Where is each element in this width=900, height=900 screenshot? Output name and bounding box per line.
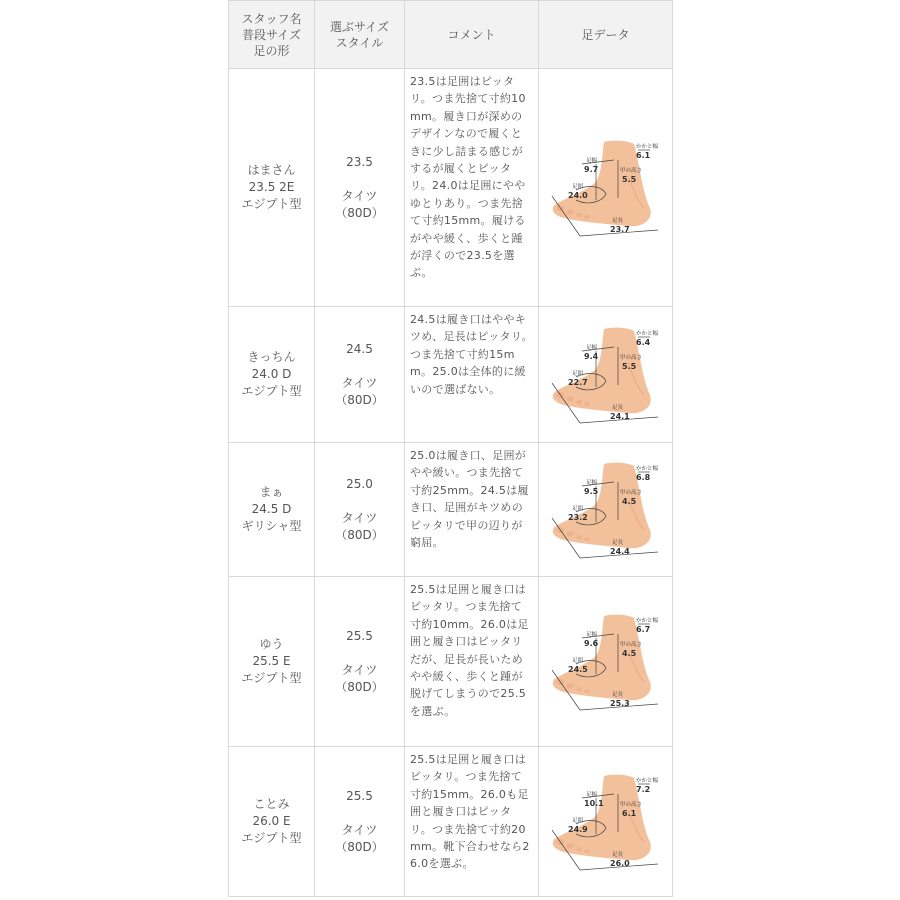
heel-width-value: 5.5 — [621, 174, 636, 184]
foot-girth-value: 23.2 — [567, 512, 588, 522]
foot-girth-value: 24.5 — [567, 664, 588, 674]
header-size: 選ぶサイズ スタイル — [315, 1, 405, 69]
instep-label: 甲の高さ — [619, 801, 642, 808]
style-name: タイツ — [341, 662, 378, 677]
chosen-size: 24.5 — [346, 341, 373, 356]
style-name: タイツ — [341, 375, 378, 390]
denier: （80D） — [335, 839, 384, 854]
girth-label: 足囲 — [571, 370, 583, 377]
staff-cell — [229, 307, 315, 443]
length-label: 足長 — [611, 851, 623, 858]
staff-name: きっちん — [247, 350, 296, 364]
comment-cell: 25.5は足囲と履き口はピッタリ。つま先捨て寸約10mm。26.0は足囲と履き口はピッタリだが、足長が長いためやや緩く、歩くと踵が脱げてしまうので25.5を選ぶ。 — [405, 577, 539, 747]
usual-size: 25.5 E — [252, 654, 291, 668]
comment-cell: 25.0は履き口、足囲がやや緩い。つま先捨て寸約25mm。24.5は履き口、足囲がキツめのピッタリで甲の辺りが窮屈。 — [405, 443, 539, 577]
staff-cell — [229, 577, 315, 747]
foot-diagram — [546, 770, 666, 874]
girth-label: 足囲 — [571, 505, 583, 512]
foot-girth-value: 24.9 — [567, 824, 588, 834]
staff-name: はまさん — [247, 163, 296, 177]
foot-diagram — [546, 458, 666, 562]
foot-shape: エジプト型 — [241, 384, 302, 398]
usual-size: 23.5 2E — [248, 180, 295, 194]
foot-width-value: 9.6 — [583, 638, 598, 648]
table-row — [229, 577, 673, 747]
foot-length-value: 24.1 — [609, 411, 630, 421]
foot-length-value: 24.4 — [609, 546, 630, 556]
instep-label: 甲の高さ — [619, 641, 642, 648]
size-table — [228, 0, 673, 897]
heel-width-label: かかと幅 — [635, 143, 658, 150]
comment-cell: 23.5は足囲はピッタリ。つま先捨て寸約10mm。履き口が深めのデザインなので履くときに少し詰まる感じがするが履くとピッタリ。24.0は足囲にややゆとりあり。つま先捨て寸約15mm。履けるがやや緩く、歩くと踵が浮くので23.5を選ぶ。 — [405, 69, 539, 307]
size-cell — [315, 69, 405, 307]
instep-height-value: 6.7 — [635, 624, 650, 634]
instep-height-value: 6.4 — [635, 337, 650, 347]
usual-size: 24.5 D — [251, 502, 292, 516]
foot-diagram — [546, 610, 666, 714]
staff-cell — [229, 747, 315, 897]
foot-width-label: 足幅 — [585, 631, 597, 638]
usual-size: 24.0 D — [251, 367, 292, 381]
heel-width-label: かかと幅 — [635, 777, 658, 784]
size-cell — [315, 307, 405, 443]
size-table-container — [228, 0, 672, 900]
staff-cell — [229, 69, 315, 307]
instep-height-value: 6.1 — [635, 150, 650, 160]
heel-width-value: 4.5 — [621, 648, 636, 658]
length-label: 足長 — [611, 691, 623, 698]
foot-length-value: 23.7 — [609, 224, 630, 234]
foot-shape: ギリシャ型 — [241, 519, 302, 533]
foot-width-label: 足幅 — [585, 479, 597, 486]
foot-diagram — [546, 323, 666, 427]
length-label: 足長 — [611, 404, 623, 411]
length-label: 足長 — [611, 217, 623, 224]
size-cell — [315, 443, 405, 577]
foot-length-value: 26.0 — [609, 858, 630, 868]
usual-size: 26.0 E — [252, 814, 291, 828]
foot-data-cell — [539, 307, 673, 443]
header-comment: コメント — [405, 1, 539, 69]
staff-name: まぁ — [259, 485, 284, 499]
style-name: タイツ — [341, 188, 378, 203]
foot-data-cell — [539, 577, 673, 747]
heel-width-value: 4.5 — [621, 496, 636, 506]
comment-cell: 24.5は履き口はややキツめ、足長はピッタリ。つま先捨て寸約15mm。25.0は全体的に緩いので選ばない。 — [405, 307, 539, 443]
table-row — [229, 307, 673, 443]
girth-label: 足囲 — [571, 657, 583, 664]
heel-width-value: 6.1 — [621, 808, 636, 818]
foot-shape: エジプト型 — [241, 197, 302, 211]
style-name: タイツ — [341, 822, 378, 837]
table-row — [229, 69, 673, 307]
heel-width-label: かかと幅 — [635, 465, 658, 472]
instep-label: 甲の高さ — [619, 167, 642, 174]
table-row — [229, 747, 673, 897]
foot-shape: エジプト型 — [241, 671, 302, 685]
style-name: タイツ — [341, 510, 378, 525]
denier: （80D） — [335, 527, 384, 542]
girth-label: 足囲 — [571, 183, 583, 190]
heel-width-value: 5.5 — [621, 361, 636, 371]
chosen-size: 25.0 — [346, 476, 373, 491]
foot-width-value: 9.5 — [583, 486, 598, 496]
foot-width-value: 9.4 — [583, 351, 598, 361]
foot-diagram — [546, 136, 666, 240]
table-row — [229, 443, 673, 577]
chosen-size: 23.5 — [346, 154, 373, 169]
comment-cell: 25.5は足囲と履き口はピッタリ。つま先捨て寸約15mm。26.0も足囲と履き口はピッタリ。つま先捨て寸約20mm。靴下合わせなら26.0を選ぶ。 — [405, 747, 539, 897]
foot-length-value: 25.3 — [609, 698, 630, 708]
instep-height-value: 6.8 — [635, 472, 650, 482]
chosen-size: 25.5 — [346, 628, 373, 643]
foot-data-cell — [539, 443, 673, 577]
foot-width-value: 9.7 — [583, 164, 598, 174]
size-cell — [315, 747, 405, 897]
denier: （80D） — [335, 679, 384, 694]
staff-cell — [229, 443, 315, 577]
foot-width-value: 10.1 — [583, 798, 604, 808]
staff-name: ことみ — [253, 797, 290, 811]
instep-label: 甲の高さ — [619, 489, 642, 496]
header-staff: スタッフ名 普段サイズ 足の形 — [229, 1, 315, 69]
girth-label: 足囲 — [571, 817, 583, 824]
foot-width-label: 足幅 — [585, 157, 597, 164]
instep-label: 甲の高さ — [619, 354, 642, 361]
staff-name: ゆう — [259, 637, 284, 651]
heel-width-label: かかと幅 — [635, 617, 658, 624]
header-foot-data: 足データ — [539, 1, 673, 69]
header-row — [229, 1, 673, 69]
heel-width-label: かかと幅 — [635, 330, 658, 337]
foot-data-cell — [539, 747, 673, 897]
foot-shape: エジプト型 — [241, 831, 302, 845]
denier: （80D） — [335, 392, 384, 407]
foot-width-label: 足幅 — [585, 344, 597, 351]
foot-girth-value: 24.0 — [567, 190, 588, 200]
chosen-size: 25.5 — [346, 788, 373, 803]
foot-width-label: 足幅 — [585, 791, 597, 798]
length-label: 足長 — [611, 539, 623, 546]
instep-height-value: 7.2 — [635, 784, 650, 794]
foot-girth-value: 22.7 — [567, 377, 588, 387]
denier: （80D） — [335, 205, 384, 220]
size-cell — [315, 577, 405, 747]
foot-data-cell — [539, 69, 673, 307]
